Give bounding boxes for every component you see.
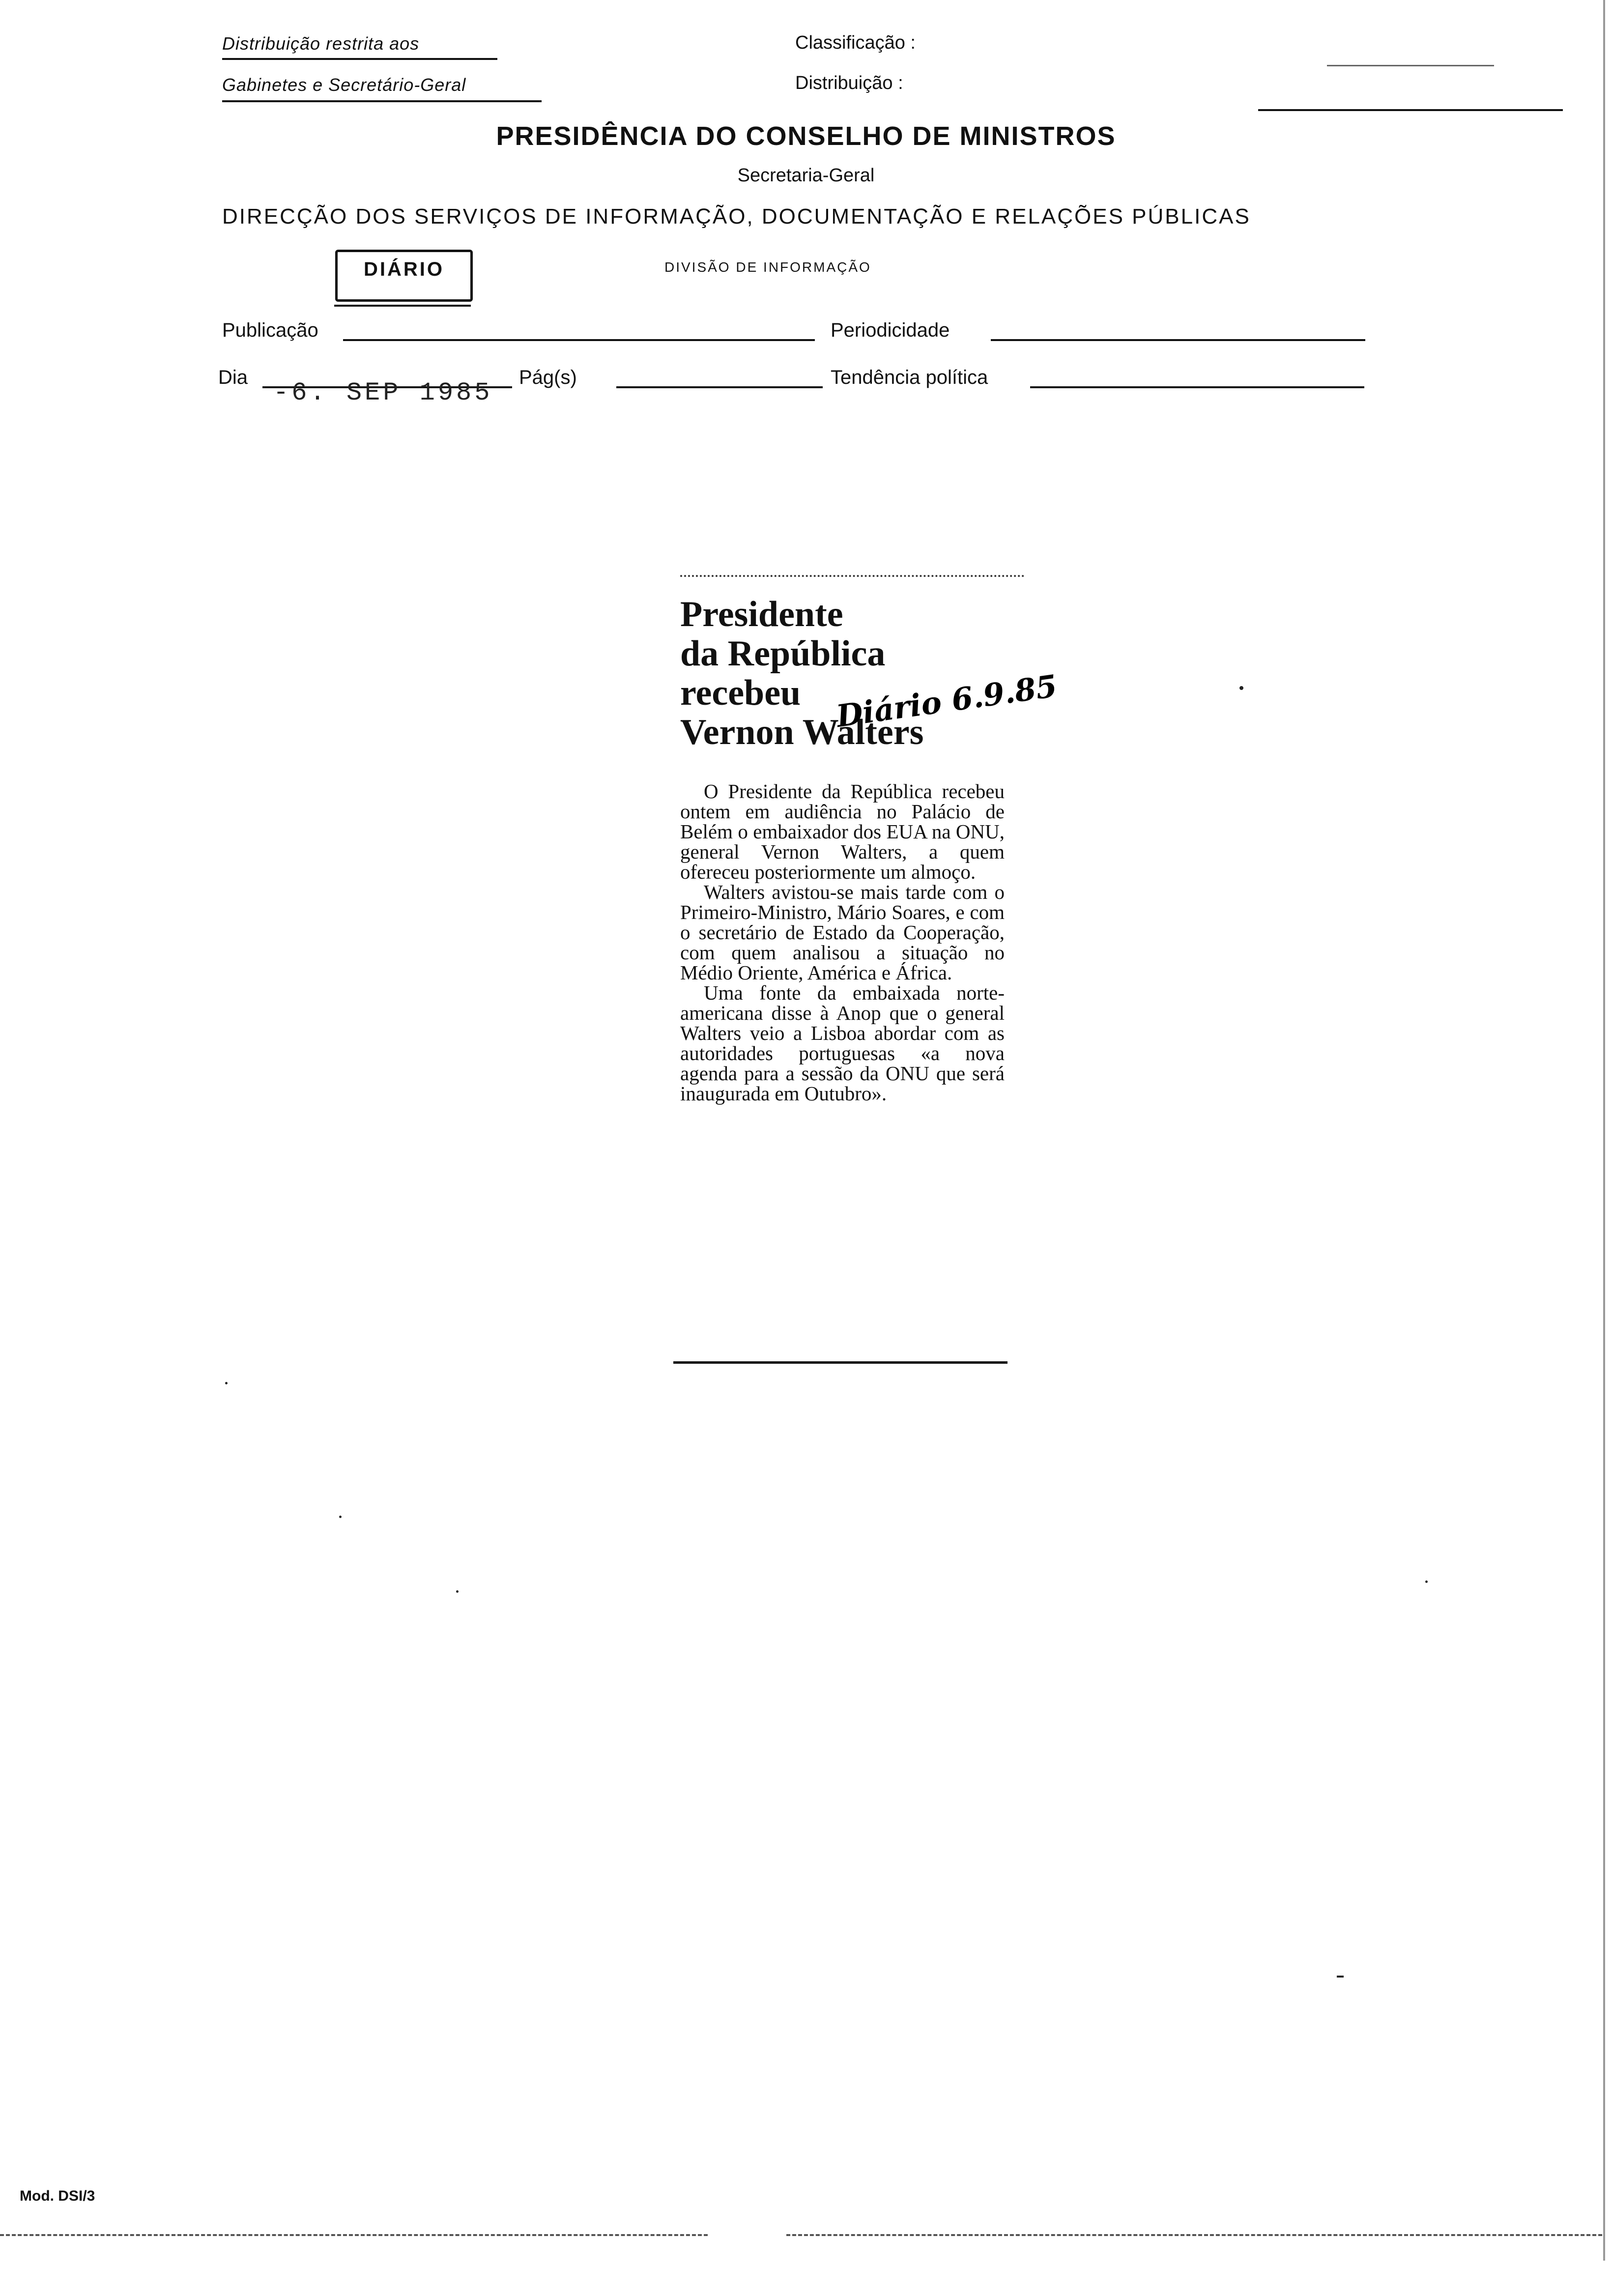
scan-speck — [339, 1516, 342, 1518]
publication-field-line — [343, 339, 815, 341]
classification-rule — [1327, 65, 1494, 66]
department-line: DIRECÇÃO DOS SERVIÇOS DE INFORMAÇÃO, DOCUMENTAÇÃO E RELAÇÕES PÚBLICAS — [222, 204, 1251, 229]
restriction-line-1: Distribuição restrita aos — [222, 33, 420, 54]
received-date-stamp: -6. SEP 1985 — [273, 378, 493, 407]
headline-line: recebeu — [680, 673, 801, 713]
pages-field-line — [616, 386, 823, 388]
headline-line: Vernon Walters — [680, 712, 924, 752]
distribution-label: Distribuição : — [795, 73, 903, 93]
diario-stamp: DIÁRIO — [335, 250, 473, 302]
scan-speck — [1425, 1580, 1428, 1583]
day-label: Dia — [218, 367, 248, 388]
publication-label: Publicação — [222, 319, 318, 341]
article-paragraph: Uma fonte da embaixada norte-americana disse à Anop que o general Walters veio a Lisboa abordar com as autoridades portuguesas «a nova agenda para a sessão da ONU que será inaugurada em Outubro». — [680, 981, 1005, 1105]
scan-speck — [1239, 686, 1243, 690]
clipping-bottom-rule — [673, 1361, 1008, 1364]
handwritten-annotation: Diário 6.9.85 — [834, 667, 1060, 735]
scan-speck — [456, 1590, 459, 1593]
page-title: PRESIDÊNCIA DO CONSELHO DE MINISTROS — [496, 121, 1116, 151]
political-tendency-label: Tendência política — [831, 367, 988, 388]
scan-speck — [225, 1382, 228, 1384]
restriction-underline-2 — [222, 100, 542, 102]
headline-line: Presidente — [680, 594, 843, 634]
periodicity-field-line — [991, 339, 1365, 341]
article-paragraph: O Presidente da República recebeu ontem em audiência no Palácio de Belém o embaixador dos EUA na ONU, general Vernon Walters, a quem ofereceu posteriormente um almoço. — [680, 780, 1005, 883]
periodicity-label: Periodicidade — [831, 319, 950, 341]
distribution-rule — [1258, 109, 1563, 111]
stamp-underline — [334, 305, 471, 307]
headline-line: da República — [680, 633, 886, 674]
scan-bottom-edge-left — [0, 2234, 708, 2238]
pages-label: Pág(s) — [519, 367, 577, 388]
scan-speck — [1337, 1976, 1344, 1978]
division-label: DIVISÃO DE INFORMAÇÃO — [664, 259, 871, 275]
article-body — [680, 781, 1005, 1104]
form-code: Mod. DSI/3 — [20, 2188, 95, 2204]
scan-bottom-edge-right — [786, 2234, 1602, 2238]
article-paragraph: Walters avistou-se mais tarde com o Primeiro-Ministro, Mário Soares, e com o secretário de Estado da Cooperação, com quem analisou a situação no Médio Oriente, América e África. — [680, 881, 1005, 984]
tendency-field-line — [1030, 386, 1364, 388]
clipping-top-edge — [680, 575, 1024, 577]
restriction-underline-1 — [222, 58, 497, 60]
page-subtitle: Secretaria-Geral — [737, 165, 875, 186]
restriction-line-2: Gabinetes e Secretário-Geral — [222, 75, 466, 95]
scan-edge-right — [1603, 0, 1605, 2261]
classification-label: Classificação : — [795, 32, 916, 53]
